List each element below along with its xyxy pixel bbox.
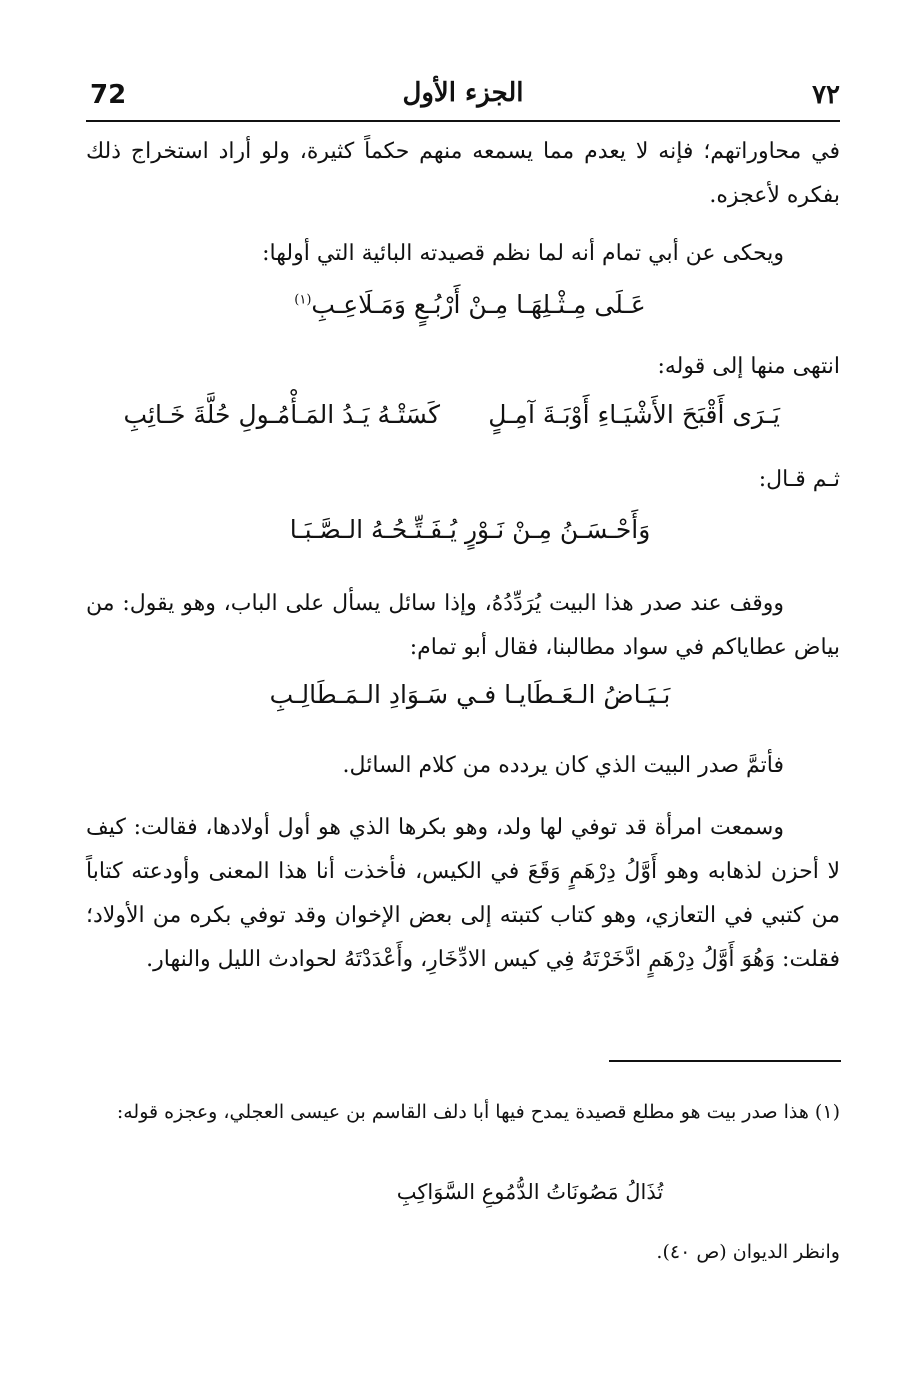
footnote-reference: وانظر الديوان (ص ٤٠).: [656, 1241, 840, 1263]
footnote-marker: (١): [294, 292, 312, 308]
verse-1-text: عَـلَى مِـثْـلِهَـا مِـنْ أَرْبُـعٍ وَمَـلَاعِـبِ: [311, 290, 646, 319]
verse-1: [260, 290, 680, 319]
paragraph-5: ووقف عند صدر هذا البيت يُرَدِّدُهُ، وإذا سائل يسأل على الباب، وهو يقول: من بياض عطاياكم في سواد مطالبنا، فقال أبو تمام:: [86, 591, 840, 660]
footnote-separator: [609, 1060, 841, 1062]
footnote-text: (١) هذا صدر بيت هو مطلع قصيدة يمدح فيها أبا دلف القاسم بن عيسى العجلي، وعجزه قوله:: [116, 1101, 840, 1123]
paragraph-7: وسمعت امرأة قد توفي لها ولد، وهو بكرها الذي هو أول أولادها، فقالت: كيف لا أحزن لذهابه وهو أَوَّلُ دِرْهَمٍ وَقَعَ في الكيس، فأخذت أنا هذا المعنى وأودعته كتاباً من كتبي في التعازي، وهو كتاب كتبته إلى بعض الإخوان وقد توفي بكره من الأولاد؛ فقلت: وَهُوَ أَوَّلُ دِرْهَمٍ ادَّخَرْتَهُ فِي كيس الادِّخَارِ، وأَعْدَدْتَهُ لحوادث الليل والنهار.: [86, 815, 840, 972]
paragraph-2: ويحكى عن أبي تمام أنه لما نظم قصيدته البائية التي أولها:: [262, 241, 784, 266]
paragraph-6: فأتمَّ صدر البيت الذي كان يردده من كلام السائل.: [342, 753, 784, 778]
verse-2-first-hemistich: يَـرَى أَقْبَحَ الأَشْيَـاءِ أَوْبَـةَ آمِـلٍ: [488, 400, 780, 429]
paragraph-1: في محاوراتهم؛ فإنه لا يعدم مما يسمعه منهم حكماً كثيرة، ولو أراد استخراج ذلك بفكره لأعجزه.: [86, 139, 840, 208]
verse-4: بَـيَـاضُ الـعَـطَايـا فـي سَـوَادِ الـمَـطَالِـبِ: [269, 680, 671, 709]
verse-2-second-hemistich: كَسَتْـهُ يَـدُ المَـأْمُـولِ حُلَّةَ خَـائِبِ: [123, 400, 440, 429]
paragraph-4: ثـم قـال:: [758, 467, 840, 492]
page-header: [86, 70, 840, 122]
page-number-arabic: ٧٢: [812, 80, 840, 110]
part-title: الجزء الأول: [402, 78, 524, 108]
page-number-latin: 72: [90, 80, 127, 110]
verse-3: وَأَحْـسَـنُ مِـنْ نَـوْرٍ يُـفَـتِّـحُـهُ الـصَّـبَـا: [289, 515, 651, 544]
footnote-verse: تُذَالُ مَصُونَاتُ الدُّمُوعِ السَّوَاكِبِ: [396, 1180, 664, 1204]
paragraph-3: انتهى منها إلى قوله:: [657, 354, 840, 379]
